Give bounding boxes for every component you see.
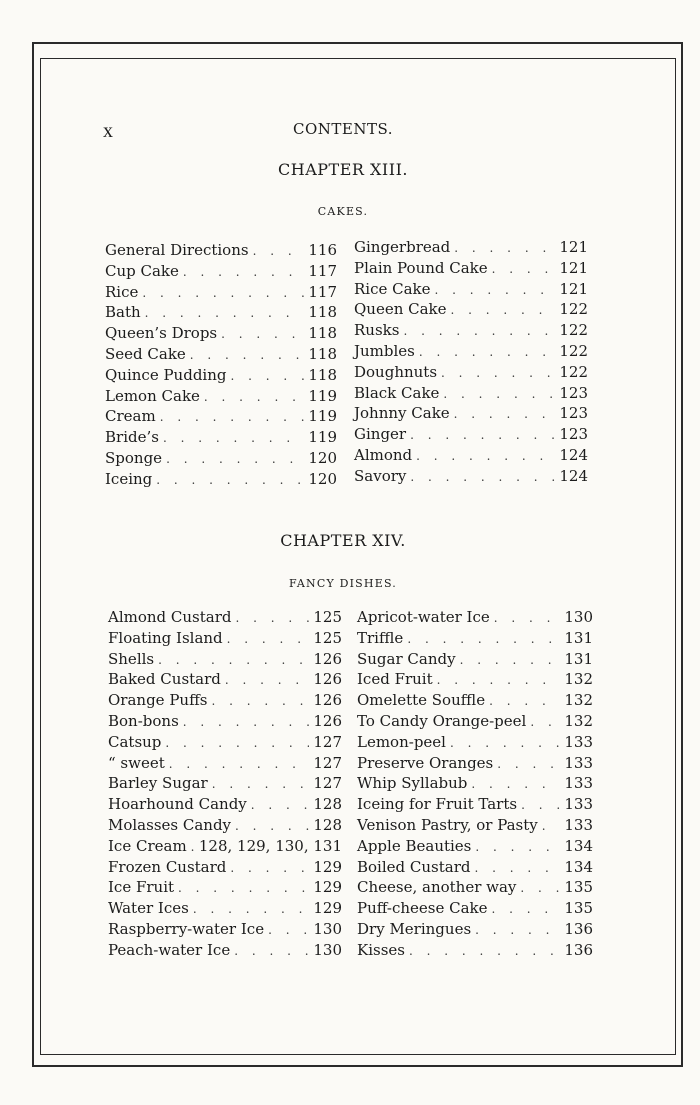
entry-title: Johnny Cake	[354, 404, 450, 423]
entry-title: Lemon-peel	[357, 732, 446, 751]
dot-leader	[236, 611, 310, 625]
contents-entry	[105, 387, 337, 408]
contents-entry	[354, 363, 588, 384]
entry-page-number: 130	[313, 919, 342, 938]
entry-title: Cup Cake	[105, 261, 179, 280]
dot-leader	[451, 303, 556, 317]
entry-title: General Directions	[105, 241, 249, 259]
entry-title: Lemon Cake	[105, 386, 200, 405]
entry-title: Preserve Oranges	[357, 753, 494, 772]
dot-leader	[169, 757, 310, 771]
contents-entry	[354, 280, 588, 301]
contents-entry	[105, 345, 337, 366]
chapter-title: CHAPTER XIV.	[280, 531, 406, 550]
entry-page-number: 134	[564, 857, 593, 876]
contents-entry	[108, 795, 342, 816]
contents-entry	[357, 754, 593, 775]
entry-page-number: 118	[308, 303, 337, 322]
entry-page-number: 125	[313, 628, 342, 647]
entry-page-number: 133	[564, 795, 593, 814]
dot-leader	[441, 366, 555, 380]
dot-leader	[494, 611, 561, 625]
entry-title: Iced Fruit	[357, 670, 433, 689]
dot-leader	[158, 653, 309, 667]
dot-leader	[492, 902, 561, 916]
contents-entry	[105, 407, 337, 428]
contents-entry	[357, 858, 593, 879]
entry-title: Water Ices	[108, 899, 189, 918]
dot-leader	[471, 777, 560, 791]
entry-title: Bride’s	[105, 428, 159, 447]
contents-entry	[108, 941, 342, 962]
entry-page-number: 122	[559, 321, 588, 340]
dot-leader	[221, 327, 304, 341]
entry-title: Savory	[354, 466, 407, 485]
entry-page-number: 121	[559, 258, 588, 277]
contents-entry	[105, 428, 337, 449]
entry-title: Baked Custard	[108, 670, 221, 689]
contents-entry	[108, 608, 342, 629]
contents-entry	[105, 324, 337, 345]
entry-title: Rice	[105, 282, 139, 301]
entry-title: Doughnuts	[354, 362, 438, 381]
entry-title: Apricot-water Ice	[357, 608, 490, 626]
entry-title: Cream	[105, 407, 156, 426]
dot-leader	[178, 881, 309, 895]
entry-page-number: 127	[313, 774, 342, 793]
dot-leader	[190, 348, 305, 362]
entry-page-number: 120	[308, 448, 337, 467]
entry-title: Ice Cream	[108, 836, 187, 855]
dot-leader	[251, 798, 310, 812]
entry-page-number: 128	[313, 795, 342, 814]
entry-title: Boiled Custard	[357, 857, 471, 876]
entry-title: Peach-water Ice	[108, 940, 231, 959]
entry-title: Gingerbread	[354, 238, 451, 256]
entry-title: Iceing for Fruit Tarts	[357, 795, 518, 814]
contents-entry	[105, 449, 337, 470]
entry-title: Black Cake	[354, 383, 440, 402]
contents-entry	[108, 691, 342, 712]
entry-page-number: 123	[559, 404, 588, 423]
entry-page-number: 118	[308, 344, 337, 363]
contents-entry	[357, 691, 593, 712]
dot-leader	[497, 757, 560, 771]
dot-leader	[437, 673, 561, 687]
entry-page-number: 127	[313, 732, 342, 751]
entry-title: Venison Pastry, or Pasty	[357, 815, 538, 834]
dot-leader	[416, 449, 555, 463]
entry-page-number: 118	[308, 324, 337, 343]
entry-title: Frozen Custard	[108, 857, 227, 876]
dot-leader	[163, 431, 304, 445]
entry-title: Shells	[108, 649, 155, 668]
contents-entry	[354, 300, 588, 321]
entry-page-number: 117	[308, 261, 337, 280]
entry-title: Jumbles	[354, 341, 415, 360]
entry-page-number: 127	[313, 753, 342, 772]
entry-title: To Candy Orange-peel	[357, 711, 527, 730]
contents-entry	[108, 712, 342, 733]
contents-list-left	[105, 241, 337, 491]
contents-entry	[105, 303, 337, 324]
entry-page-number: 117	[308, 282, 337, 301]
section-title: CAKES.	[317, 205, 369, 218]
entry-page-number: 135	[564, 899, 593, 918]
dot-leader	[410, 428, 555, 442]
entry-page-number: 126	[313, 691, 342, 710]
dot-leader	[419, 345, 555, 359]
entry-title: Floating Island	[108, 628, 223, 647]
dot-leader	[191, 840, 195, 854]
dot-leader	[183, 715, 310, 729]
entry-page-number: 129	[313, 857, 342, 876]
contents-entry	[108, 878, 342, 899]
contents-entry	[357, 837, 593, 858]
entry-page-number: 126	[313, 670, 342, 689]
dot-leader	[142, 286, 304, 300]
contents-entry	[354, 467, 588, 488]
entry-page-number: 133	[564, 732, 593, 751]
contents-entry	[105, 283, 337, 304]
entry-title: Barley Sugar	[108, 774, 208, 793]
dot-leader	[454, 241, 555, 255]
dot-leader	[542, 819, 561, 833]
entry-page-number: 125	[313, 608, 342, 626]
entry-page-number: 124	[559, 445, 588, 464]
entry-page-number: 118	[308, 365, 337, 384]
contents-entry	[357, 670, 593, 691]
entry-page-number: 132	[564, 691, 593, 710]
contents-entry	[357, 774, 593, 795]
entry-title: Seed Cake	[105, 344, 186, 363]
dot-leader	[475, 923, 560, 937]
contents-entry	[357, 650, 593, 671]
entry-title: Triffle	[357, 628, 404, 647]
dot-leader	[489, 694, 560, 708]
entry-page-number: 135	[564, 878, 593, 897]
entry-title: Bon-bons	[108, 711, 179, 730]
entry-title: Ice Fruit	[108, 878, 175, 897]
contents-entry	[357, 816, 593, 837]
contents-entry	[354, 384, 588, 405]
contents-list-left	[108, 608, 342, 962]
entry-page-number: 129	[313, 878, 342, 897]
section-title: FANCY DISHES.	[289, 577, 397, 590]
entry-title: “ sweet	[108, 753, 165, 772]
contents-entry	[354, 238, 588, 259]
dot-leader	[268, 923, 309, 937]
page-number: x	[103, 120, 113, 142]
entry-title: Apple Beauties	[357, 836, 472, 855]
dot-leader	[166, 452, 304, 466]
contents-entry	[357, 712, 593, 733]
entry-page-number: 119	[308, 386, 337, 405]
contents-entry	[357, 629, 593, 650]
entry-page-number: 132	[564, 670, 593, 689]
contents-entry	[357, 733, 593, 754]
entry-title: Rusks	[354, 321, 400, 340]
contents-entry	[357, 941, 593, 962]
entry-page-number: 126	[313, 649, 342, 668]
contents-entry	[108, 816, 342, 837]
entry-page-number: 122	[559, 341, 588, 360]
dot-leader	[450, 736, 560, 750]
dot-leader	[407, 632, 560, 646]
entry-page-number: 116	[308, 241, 337, 259]
dot-leader	[475, 840, 560, 854]
dot-leader	[530, 715, 560, 729]
entry-title: Queen’s Drops	[105, 324, 218, 343]
contents-entry	[108, 754, 342, 775]
dot-leader	[403, 324, 555, 338]
contents-entry	[354, 425, 588, 446]
dot-leader	[520, 881, 560, 895]
dot-leader	[165, 736, 309, 750]
contents-entry	[357, 920, 593, 941]
entry-title: Omelette Souffle	[357, 691, 486, 710]
entry-page-number: 124	[559, 466, 588, 485]
entry-page-number: 128	[313, 815, 342, 834]
entry-page-number: 130	[564, 608, 593, 626]
entry-page-number: 126	[313, 711, 342, 730]
entry-page-number: 121	[559, 279, 588, 298]
contents-entry	[354, 404, 588, 425]
entry-title: Orange Puffs	[108, 691, 208, 710]
entry-title: Almond Custard	[108, 608, 232, 626]
entry-title: Whip Syllabub	[357, 774, 468, 793]
dot-leader	[211, 694, 309, 708]
entry-title: Quince Pudding	[105, 365, 227, 384]
contents-entry	[105, 366, 337, 387]
entry-title: Sugar Candy	[357, 649, 456, 668]
entry-page-number: 136	[564, 919, 593, 938]
dot-leader	[454, 407, 556, 421]
entry-title: Kisses	[357, 940, 405, 959]
contents-list-right	[354, 238, 588, 488]
entry-title: Cheese, another way	[357, 878, 517, 897]
contents-entry	[357, 795, 593, 816]
dot-leader	[492, 262, 556, 276]
entry-page-number: 131	[564, 628, 593, 647]
contents-entry	[354, 446, 588, 467]
contents-entry	[354, 259, 588, 280]
dot-leader	[145, 306, 305, 320]
dot-leader	[193, 902, 310, 916]
contents-entry	[108, 774, 342, 795]
dot-leader	[234, 944, 309, 958]
dot-leader	[235, 819, 309, 833]
entry-title: Catsup	[108, 732, 162, 751]
entry-page-number: 133	[564, 774, 593, 793]
entry-page-number: 133	[564, 753, 593, 772]
entry-page-number: 119	[308, 428, 337, 447]
dot-leader	[204, 390, 304, 404]
contents-entry	[108, 650, 342, 671]
dot-leader	[227, 632, 310, 646]
dot-leader	[156, 473, 304, 487]
entry-page-number: 130	[313, 940, 342, 959]
contents-list-right	[357, 608, 593, 962]
contents-entry	[357, 878, 593, 899]
dot-leader	[521, 798, 560, 812]
dot-leader	[435, 283, 556, 297]
contents-entry	[105, 470, 337, 491]
entry-title: Plain Pound Cake	[354, 258, 488, 277]
entry-title: Hoarhound Candy	[108, 795, 247, 814]
entry-page-number: 120	[308, 469, 337, 488]
entry-title: Dry Meringues	[357, 919, 472, 938]
contents-entry	[108, 733, 342, 754]
dot-leader	[253, 244, 305, 258]
chapter-title: CHAPTER XIII.	[278, 160, 408, 179]
dot-leader	[212, 777, 310, 791]
entry-title: Bath	[105, 303, 141, 322]
entry-page-number: 123	[559, 425, 588, 444]
contents-entry	[354, 342, 588, 363]
entry-page-number: 131	[564, 649, 593, 668]
entry-page-number: 133	[564, 815, 593, 834]
entry-title: Molasses Candy	[108, 815, 232, 834]
dot-leader	[230, 369, 304, 383]
entry-page-number: 121	[559, 238, 588, 256]
entry-title: Sponge	[105, 448, 163, 467]
contents-entry	[108, 670, 342, 691]
contents-entry	[354, 321, 588, 342]
entry-title: Queen Cake	[354, 300, 447, 319]
dot-leader	[183, 265, 304, 279]
contents-entry	[108, 837, 342, 858]
dot-leader	[474, 861, 560, 875]
dot-leader	[230, 861, 309, 875]
contents-entry	[105, 241, 337, 262]
entry-title: Iceing	[105, 469, 153, 488]
entry-page-number: 123	[559, 383, 588, 402]
contents-entry	[108, 899, 342, 920]
entry-title: Rice Cake	[354, 279, 431, 298]
dot-leader	[225, 673, 309, 687]
entry-page-number: 134	[564, 836, 593, 855]
contents-entry	[108, 858, 342, 879]
contents-entry	[105, 262, 337, 283]
dot-leader	[443, 387, 555, 401]
entry-title: Raspberry-water Ice	[108, 919, 265, 938]
dot-leader	[460, 653, 561, 667]
entry-page-number: 132	[564, 711, 593, 730]
entry-page-number: 129	[313, 899, 342, 918]
entry-page-number: 136	[564, 940, 593, 959]
dot-leader	[160, 410, 305, 424]
dot-leader	[410, 470, 555, 484]
contents-entry	[108, 629, 342, 650]
contents-entry	[357, 608, 593, 629]
entry-page-number: 122	[559, 300, 588, 319]
running-title: CONTENTS.	[293, 120, 393, 138]
entry-title: Ginger	[354, 425, 407, 444]
entry-title: Puff-cheese Cake	[357, 899, 488, 918]
entry-page-number: 122	[559, 362, 588, 381]
entry-page-number: 119	[308, 407, 337, 426]
entry-page-number: 128, 129, 130, 131	[198, 836, 342, 855]
contents-entry	[108, 920, 342, 941]
dot-leader	[409, 944, 560, 958]
entry-title: Almond	[354, 445, 413, 464]
contents-entry	[357, 899, 593, 920]
